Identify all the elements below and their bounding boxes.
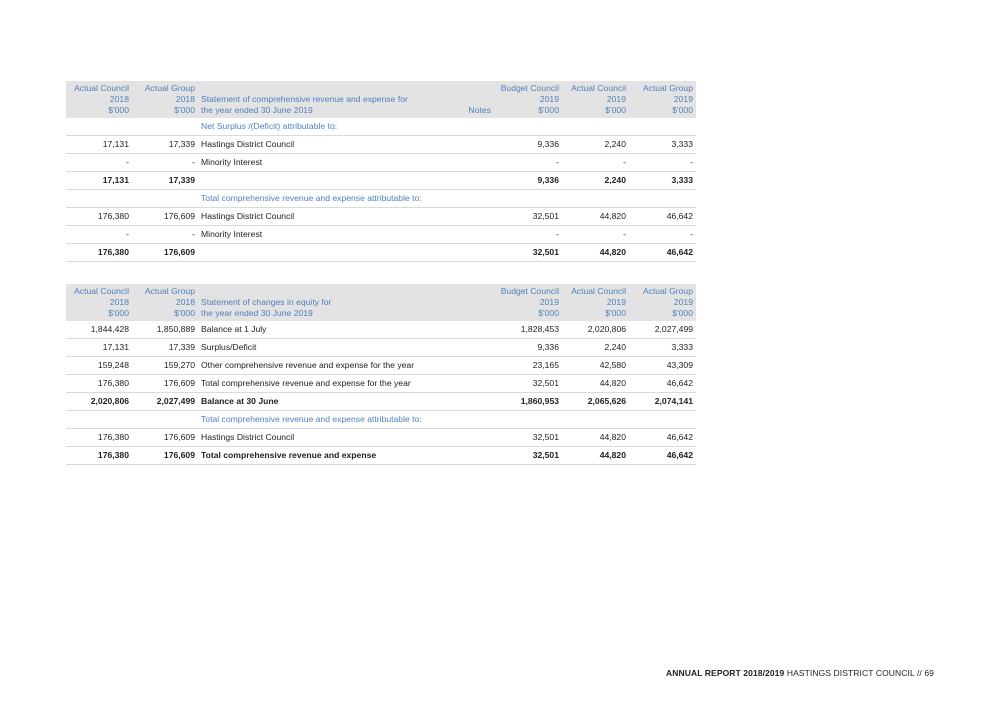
row-label: Minority Interest <box>198 154 464 172</box>
col-header-actual-group-2019: Actual Group 2019 $'000 <box>629 284 696 321</box>
footer-report-title: ANNUAL REPORT 2018/2019 <box>666 668 785 678</box>
cell: 2,240 <box>562 172 629 190</box>
cell: - <box>562 226 629 244</box>
col-header-budget-council-2019: Budget Council 2019 $'000 <box>494 284 562 321</box>
cell: 44,820 <box>562 375 629 393</box>
cell <box>629 118 696 136</box>
cell: - <box>132 226 198 244</box>
cell: 2,074,141 <box>629 393 696 411</box>
table-row <box>66 429 696 447</box>
total-row <box>66 172 696 190</box>
cell: 32,501 <box>494 208 562 226</box>
cell <box>132 118 198 136</box>
page-footer <box>666 668 934 678</box>
cell: 9,336 <box>494 136 562 154</box>
table-row <box>66 226 696 244</box>
row-label: Hastings District Council <box>198 136 464 154</box>
cell: 1,844,428 <box>66 321 132 339</box>
table-row <box>66 136 696 154</box>
row-label: Other comprehensive revenue and expense for the year <box>198 357 464 375</box>
cell: 32,501 <box>494 375 562 393</box>
cell <box>66 118 132 136</box>
cell: 159,270 <box>132 357 198 375</box>
row-label <box>198 172 464 190</box>
cell <box>629 190 696 208</box>
table-row <box>66 321 696 339</box>
row-label <box>198 244 464 262</box>
cell: - <box>494 154 562 172</box>
cell <box>132 411 198 429</box>
cell: 159,248 <box>66 357 132 375</box>
cell: 3,333 <box>629 339 696 357</box>
notes-cell <box>464 118 494 136</box>
cell <box>494 118 562 136</box>
cell: - <box>629 226 696 244</box>
cell: 3,333 <box>629 136 696 154</box>
col-header-actual-group-2018: Actual Group 2018 $'000 <box>132 81 198 118</box>
cell: 32,501 <box>494 447 562 465</box>
changes-in-equity-table <box>66 284 696 465</box>
col-header-notes: Notes <box>464 81 494 118</box>
cell: 44,820 <box>562 429 629 447</box>
notes-cell <box>464 447 494 465</box>
row-label: Total comprehensive revenue and expense attributable to: <box>198 411 464 429</box>
cell: - <box>494 226 562 244</box>
statement-title: Statement of comprehensive revenue and expense for the year ended 30 June 2019 <box>198 81 464 118</box>
cell <box>132 190 198 208</box>
table-row <box>66 411 696 429</box>
col-header-actual-council-2019: Actual Council 2019 $'000 <box>562 81 629 118</box>
cell: 176,380 <box>66 429 132 447</box>
table-row <box>66 357 696 375</box>
cell: 17,339 <box>132 172 198 190</box>
cell: 1,860,953 <box>494 393 562 411</box>
cell: 44,820 <box>562 208 629 226</box>
notes-cell <box>464 172 494 190</box>
cell: 2,027,499 <box>629 321 696 339</box>
row-label: Minority Interest <box>198 226 464 244</box>
cell: 176,380 <box>66 447 132 465</box>
col-header-actual-council-2018: Actual Council 2018 $'000 <box>66 284 132 321</box>
notes-cell <box>464 190 494 208</box>
table-row <box>66 154 696 172</box>
table-row <box>66 118 696 136</box>
cell: - <box>629 154 696 172</box>
cell: 32,501 <box>494 244 562 262</box>
col-header-budget-council-2019: Budget Council 2019 $'000 <box>494 81 562 118</box>
cell: 44,820 <box>562 244 629 262</box>
cell <box>494 190 562 208</box>
cell: 2,020,806 <box>66 393 132 411</box>
notes-cell <box>464 244 494 262</box>
cell: 176,380 <box>66 244 132 262</box>
cell: - <box>66 226 132 244</box>
cell: 17,339 <box>132 136 198 154</box>
row-label: Net Surplus /(Deficit) attributable to: <box>198 118 464 136</box>
row-label: Total comprehensive revenue and expense <box>198 447 464 465</box>
cell: 43,309 <box>629 357 696 375</box>
table-row <box>66 339 696 357</box>
notes-cell <box>464 208 494 226</box>
notes-cell <box>464 136 494 154</box>
notes-cell <box>464 357 494 375</box>
cell: 2,027,499 <box>132 393 198 411</box>
cell: 32,501 <box>494 429 562 447</box>
cell: 2,065,626 <box>562 393 629 411</box>
cell: 44,820 <box>562 447 629 465</box>
cell: 9,336 <box>494 172 562 190</box>
table-row <box>66 190 696 208</box>
row-label: Surplus/Deficit <box>198 339 464 357</box>
total-row <box>66 447 696 465</box>
notes-cell <box>464 154 494 172</box>
cell: 176,609 <box>132 429 198 447</box>
cell: 1,828,453 <box>494 321 562 339</box>
cell: 176,380 <box>66 375 132 393</box>
cell: 176,609 <box>132 375 198 393</box>
cell <box>66 411 132 429</box>
cell <box>66 190 132 208</box>
cell: 2,020,806 <box>562 321 629 339</box>
cell: 46,642 <box>629 208 696 226</box>
row-label: Balance at 1 July <box>198 321 464 339</box>
row-label: Total comprehensive revenue and expense attributable to: <box>198 190 464 208</box>
cell: 2,240 <box>562 136 629 154</box>
cell <box>494 411 562 429</box>
cell: 1,850,889 <box>132 321 198 339</box>
cell: - <box>132 154 198 172</box>
cell: 46,642 <box>629 244 696 262</box>
footer-org-page: HASTINGS DISTRICT COUNCIL // 69 <box>784 668 934 678</box>
table-header <box>66 81 696 118</box>
cell: 46,642 <box>629 447 696 465</box>
notes-cell <box>464 393 494 411</box>
col-header-actual-group-2019: Actual Group 2019 $'000 <box>629 81 696 118</box>
cell: 9,336 <box>494 339 562 357</box>
notes-cell <box>464 429 494 447</box>
table-row <box>66 208 696 226</box>
cell: - <box>66 154 132 172</box>
cell: 46,642 <box>629 375 696 393</box>
cell: 176,609 <box>132 447 198 465</box>
cell: 176,380 <box>66 208 132 226</box>
col-header-actual-council-2019: Actual Council 2019 $'000 <box>562 284 629 321</box>
cell: 46,642 <box>629 429 696 447</box>
cell: 17,131 <box>66 172 132 190</box>
total-row <box>66 393 696 411</box>
col-header-actual-council-2018: Actual Council 2018 $'000 <box>66 81 132 118</box>
comprehensive-revenue-table <box>66 81 696 262</box>
cell: 176,609 <box>132 208 198 226</box>
notes-cell <box>464 375 494 393</box>
row-label: Hastings District Council <box>198 208 464 226</box>
total-row <box>66 244 696 262</box>
notes-cell <box>464 411 494 429</box>
row-label: Balance at 30 June <box>198 393 464 411</box>
cell: 17,131 <box>66 136 132 154</box>
cell: 2,240 <box>562 339 629 357</box>
cell: 17,339 <box>132 339 198 357</box>
table-row <box>66 375 696 393</box>
cell: 17,131 <box>66 339 132 357</box>
cell: 3,333 <box>629 172 696 190</box>
notes-cell <box>464 321 494 339</box>
cell <box>562 190 629 208</box>
cell: 176,609 <box>132 244 198 262</box>
row-label: Hastings District Council <box>198 429 464 447</box>
notes-cell <box>464 226 494 244</box>
cell <box>562 411 629 429</box>
statement-title: Statement of changes in equity for the year ended 30 June 2019 <box>198 284 464 321</box>
row-label: Total comprehensive revenue and expense for the year <box>198 375 464 393</box>
cell: - <box>562 154 629 172</box>
cell <box>562 118 629 136</box>
cell: 23,165 <box>494 357 562 375</box>
table-header <box>66 284 696 321</box>
cell: 42,580 <box>562 357 629 375</box>
cell <box>629 411 696 429</box>
notes-cell <box>464 339 494 357</box>
col-header-notes <box>464 284 494 321</box>
col-header-actual-group-2018: Actual Group 2018 $'000 <box>132 284 198 321</box>
